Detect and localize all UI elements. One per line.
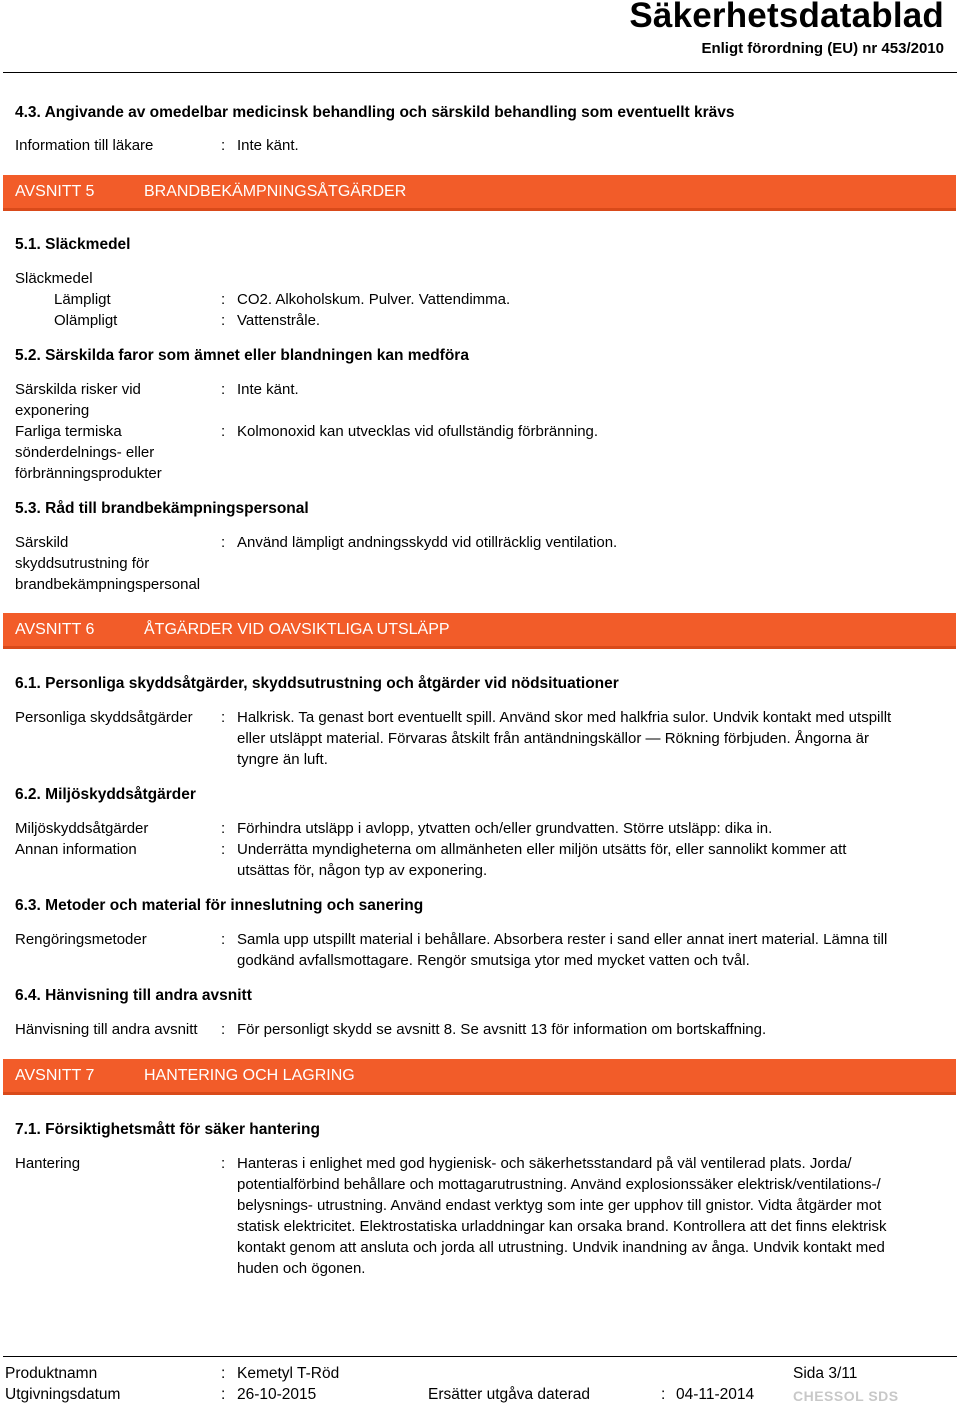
document-title: Säkerhetsdatablad: [629, 0, 944, 35]
field-colon: :: [221, 312, 226, 329]
field-value: eller utsläppt material. Förvaras åtskilt från antändningskällor — Rökning förbjuden. Ångorna är: [237, 730, 869, 747]
section-number: AVSNITT 7: [15, 1067, 95, 1084]
footer-product-label: Produktnamn: [5, 1365, 98, 1382]
section-title: ÅTGÄRDER VID OAVSIKTLIGA UTSLÄPP: [144, 621, 450, 638]
field-label: skyddsutrustning för: [15, 555, 150, 572]
field-label: Miljöskyddsåtgärder: [15, 820, 149, 837]
field-value: tyngre än luft.: [237, 751, 328, 768]
group-label: Släckmedel: [15, 270, 93, 287]
field-value: CO2. Alkoholskum. Pulver. Vattendimma.: [237, 291, 511, 308]
footer-colon: :: [221, 1365, 226, 1382]
section-title: BRANDBEKÄMPNINGSÅTGÄRDER: [144, 183, 407, 200]
document-subtitle: Enligt förordning (EU) nr 453/2010: [701, 40, 944, 57]
field-value: belysnings- utrustning. Använd endast verktyg som inte ger upphov till gnistor. Vidta åtgärder mot: [237, 1197, 882, 1214]
footer-replaces-value: 04-11-2014: [676, 1386, 755, 1403]
section-title: HANTERING OCH LAGRING: [144, 1067, 355, 1084]
field-value: Samla upp utspillt material i behållare. Absorbera rester i sand eller annat inert material. Lämna till: [237, 931, 888, 948]
field-label: brandbekämpningspersonal: [15, 576, 201, 593]
field-value: godkänd avfallsmottagare. Rengör smutsiga ytor med mycket vatten och tvål.: [237, 952, 750, 969]
field-label: Särskild: [15, 534, 69, 551]
field-value: utsättas för, någon typ av exponering.: [237, 862, 488, 879]
section-bar-5: [3, 175, 956, 211]
footer-replaces-label: Ersätter utgåva daterad: [428, 1386, 590, 1403]
section-number: AVSNITT 6: [15, 621, 95, 638]
subsection-heading-5-2: 5.2. Särskilda faror som ämnet eller blandningen kan medföra: [15, 347, 469, 364]
field-label: förbränningsprodukter: [15, 465, 162, 482]
field-value: Använd lämpligt andningsskydd vid otillräcklig ventilation.: [237, 534, 618, 551]
field-value: statisk elektricitet. Elektrostatiska urladdningar kan orsaka brand. Kontrollera att det finns elektrisk: [237, 1218, 887, 1235]
field-value: kontakt genom att ansluta och jorda all utrustning. Undvik inandning av ånga. Undvik kontakt med: [237, 1239, 885, 1256]
field-label: Rengöringsmetoder: [15, 931, 147, 948]
field-value: Kolmonoxid kan utvecklas vid ofullständig förbränning.: [237, 423, 599, 440]
field-colon: :: [221, 1155, 226, 1172]
section-bar-7: [3, 1059, 956, 1095]
subsection-heading-6-1: 6.1. Personliga skyddsåtgärder, skyddsutrustning och åtgärder vid nödsituationer: [15, 675, 619, 692]
field-value: Inte känt.: [237, 381, 299, 398]
footer-page-number: Sida 3/11: [793, 1365, 858, 1382]
field-colon: :: [221, 841, 226, 858]
subsection-heading-5-3: 5.3. Råd till brandbekämpningspersonal: [15, 500, 309, 517]
subsection-heading-6-2: 6.2. Miljöskyddsåtgärder: [15, 786, 196, 803]
field-label: Annan information: [15, 841, 137, 858]
footer-issue-label: Utgivningsdatum: [5, 1386, 121, 1403]
subsection-heading-6-4: 6.4. Hänvisning till andra avsnitt: [15, 987, 252, 1004]
field-colon: :: [221, 534, 226, 551]
footer-divider: [3, 1356, 957, 1357]
footer-brand-logo: CHESSOL SDS: [793, 1388, 899, 1404]
field-label: Information till läkare: [15, 137, 154, 154]
field-colon: :: [221, 931, 226, 948]
field-label: Lämpligt: [54, 291, 111, 308]
field-label: Särskilda risker vid: [15, 381, 141, 398]
section-number: AVSNITT 5: [15, 183, 95, 200]
field-value: huden och ögonen.: [237, 1260, 366, 1277]
subsection-heading-7-1: 7.1. Försiktighetsmått för säker hantering: [15, 1121, 320, 1138]
footer-colon: :: [221, 1386, 226, 1403]
field-label: Hantering: [15, 1155, 81, 1172]
field-colon: :: [221, 1021, 226, 1038]
field-label: Personliga skyddsåtgärder: [15, 709, 193, 726]
section-bar-6: [3, 613, 956, 649]
field-colon: :: [221, 820, 226, 837]
subsection-heading-5-1: 5.1. Släckmedel: [15, 236, 131, 253]
field-value: potentialförbind behållare och mottagarutrustning. Använd explosionssäker elektrisk/ventilations-/: [237, 1176, 881, 1193]
field-colon: :: [221, 423, 226, 440]
field-colon: :: [221, 291, 226, 308]
field-value: Underrätta myndigheterna om allmänheten eller miljön utsätts för, eller sannolikt kommer att: [237, 841, 847, 858]
field-colon: :: [221, 709, 226, 726]
footer-issue-value: 26-10-2015: [237, 1386, 317, 1403]
field-colon: :: [221, 137, 226, 154]
field-label: exponering: [15, 402, 90, 419]
subsection-heading-6-3: 6.3. Metoder och material för inneslutning och sanering: [15, 897, 424, 914]
field-label: Farliga termiska: [15, 423, 122, 440]
field-value: Hanteras i enlighet med god hygienisk- och säkerhetsstandard på väl ventilerad plats. Jorda/: [237, 1155, 852, 1172]
field-value: Vattenstråle.: [237, 312, 321, 329]
field-value: Förhindra utsläpp i avlopp, ytvatten och/eller grundvatten. Större utsläpp: dika in.: [237, 820, 773, 837]
field-value: För personligt skydd se avsnitt 8. Se avsnitt 13 för information om bortskaffning.: [237, 1021, 767, 1038]
header-divider: [3, 72, 957, 73]
field-value: Halkrisk. Ta genast bort eventuellt spill. Använd skor med halkfria sulor. Undvik kontakt med utspillt: [237, 709, 892, 726]
field-label: Olämpligt: [54, 312, 118, 329]
field-label: Hänvisning till andra avsnitt: [15, 1021, 198, 1038]
footer-colon: :: [661, 1386, 666, 1403]
field-value: Inte känt.: [237, 137, 299, 154]
subsection-heading-4-3: 4.3. Angivande av omedelbar medicinsk behandling och särskild behandling som eventuellt krävs: [15, 104, 735, 121]
field-label: sönderdelnings- eller: [15, 444, 155, 461]
field-colon: :: [221, 381, 226, 398]
footer-product-value: Kemetyl T-Röd: [237, 1365, 340, 1382]
